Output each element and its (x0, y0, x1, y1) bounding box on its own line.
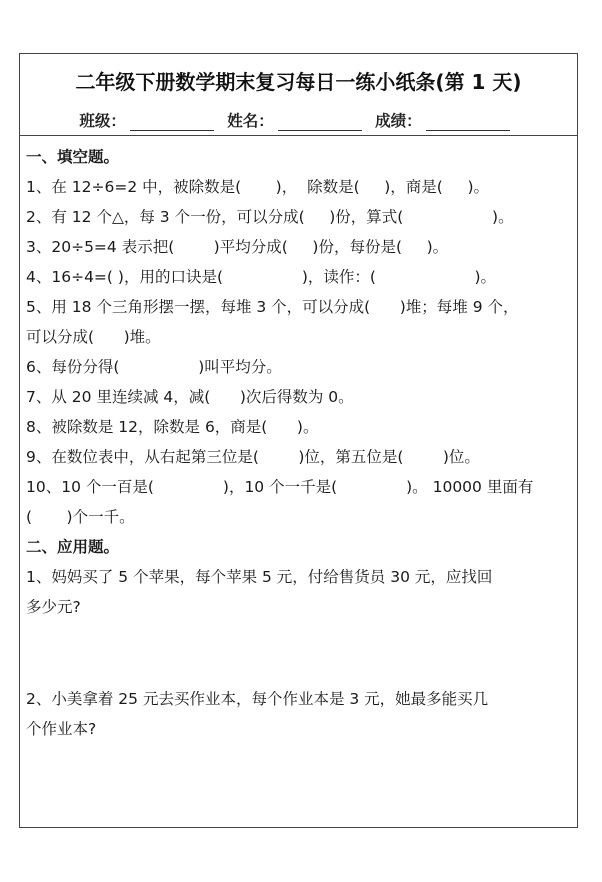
word-problem-1-line-1: 1、妈妈买了 5 个苹果，每个苹果 5 元，付给售货员 30 元，应找回 (26, 568, 493, 586)
question-line: 7、从 20 里连续减 4，减( )次后得数为 0。 (26, 388, 354, 406)
score-label: 成绩： (375, 112, 422, 130)
score-blank[interactable] (426, 114, 510, 131)
section-heading-word-problems: 二、应用题。 (26, 538, 120, 556)
answer-space-2[interactable] (26, 744, 571, 806)
worksheet-header (20, 54, 577, 136)
question-line: 1、在 12÷6=2 中，被除数是( )， 除数是( )，商是( )。 (26, 178, 490, 196)
word-problem-2-line-1: 2、小美拿着 25 元去买作业本，每个作业本是 3 元，她最多能买几 (26, 690, 489, 708)
question-line: 可以分成( )堆。 (26, 328, 161, 346)
question-line: 8、被除数是 12，除数是 6，商是( )。 (26, 418, 319, 436)
worksheet (19, 53, 578, 828)
question-line: 9、在数位表中，从右起第三位是( )位，第五位是( )位。 (26, 448, 480, 466)
answer-space-1[interactable] (26, 622, 571, 684)
worksheet-body (20, 136, 577, 806)
question-line: 6、每份分得( )叫平均分。 (26, 358, 282, 376)
question-line: 4、16÷4=( )，用的口诀是( )，读作：( )。 (26, 268, 497, 286)
word-problem-2-line-2: 个作业本? (26, 720, 97, 738)
question-line: 5、用 18 个三角形摆一摆，每堆 3 个，可以分成( )堆；每堆 9 个， (26, 298, 519, 316)
question-line: 2、有 12 个△，每 3 个一份，可以分成( )份，算式( )。 (26, 208, 514, 226)
student-info-row (20, 109, 577, 131)
section-heading-fill-blank: 一、填空题。 (26, 148, 120, 166)
word-problem-1-line-2: 多少元? (26, 598, 81, 616)
name-blank[interactable] (278, 114, 362, 131)
class-label: 班级： (79, 112, 126, 130)
question-line: 3、20÷5=4 表示把( )平均分成( )份，每份是( )。 (26, 238, 449, 256)
name-label: 姓名： (227, 112, 274, 130)
class-blank[interactable] (130, 114, 214, 131)
question-line: ( )个一千。 (26, 508, 135, 526)
question-line: 10、10 个一百是( )，10 个一千是( )。 10000 里面有 (26, 478, 534, 496)
page-title: 二年级下册数学期末复习每日一练小纸条(第 1 天) (75, 70, 522, 94)
